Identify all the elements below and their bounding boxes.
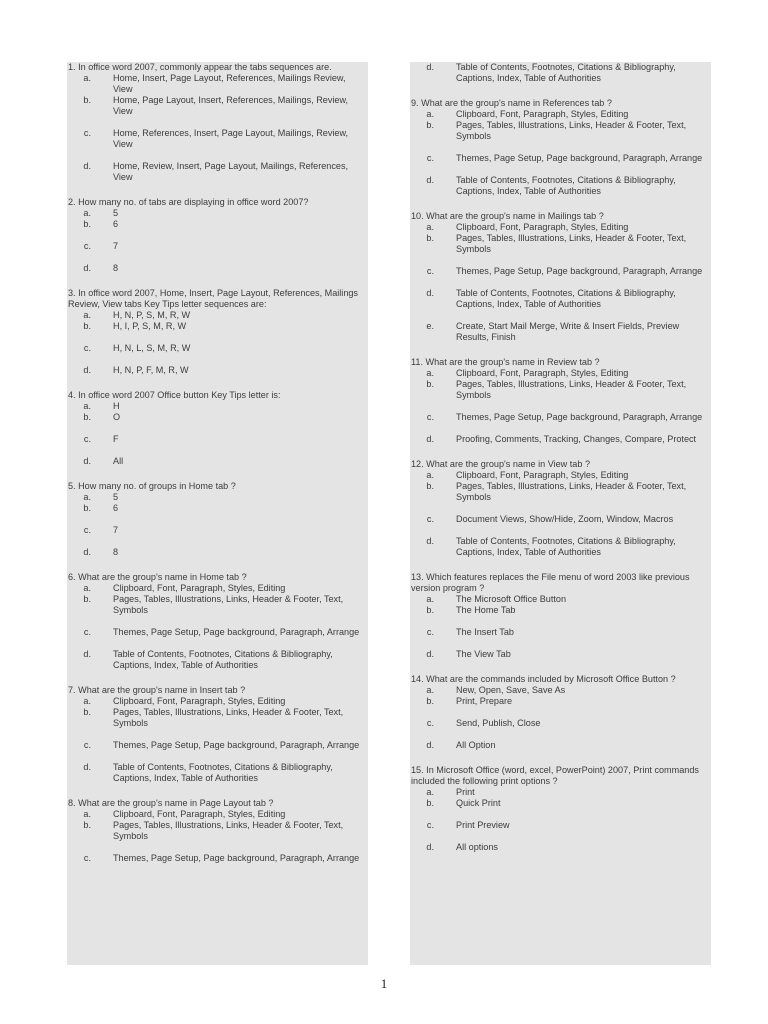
option-b: b. Pages, Tables, Illustrations, Links, Header & Footer, Text, Symbols [426,233,687,254]
option-a: a. Clipboard, Font, Paragraph, Styles, Editing [83,809,286,819]
option-b: b. Pages, Tables, Illustrations, Links, Header & Footer, Text, Symbols [426,120,687,141]
question-stem: 15. In Microsoft Office (word, excel, PowerPoint) 2007, Print commands included the following print options ? [411,765,699,786]
option-d: d. 8 [83,263,119,273]
question-12 [410,459,711,558]
question-13 [410,572,711,660]
option-c: c. Themes, Page Setup, Page background, Paragraph, Arrange [426,153,703,163]
option-a: a. Clipboard, Font, Paragraph, Styles, Editing [83,583,286,593]
question-stem: 8. What are the group's name in Page Layout tab ? [68,798,274,808]
question-11 [410,357,711,445]
option-b: b. Pages, Tables, Illustrations, Links, Header & Footer, Text, Symbols [426,379,687,400]
option-e: e. Create, Start Mail Merge, Write & Insert Fields, Preview Results, Finish [426,321,680,342]
option-a: a. New, Open, Save, Save As [426,685,566,695]
option-d: d. Table of Contents, Footnotes, Citations & Bibliography, Captions, Index, Table of Authorities [426,62,676,83]
question-stem: 9. What are the group's name in References tab ? [411,98,612,108]
option-a: a. Print [426,787,475,797]
option-b: b. 6 [83,219,119,229]
left-column [67,62,368,965]
option-d: d. Table of Contents, Footnotes, Citations & Bibliography, Captions, Index, Table of Authorities [426,175,676,196]
option-a: a. Home, Insert, Page Layout, References, Mailings Review, View [83,73,346,94]
question-stem: 5. How many no. of groups in Home tab ? [68,481,236,491]
question-14 [410,674,711,751]
option-d: d. Table of Contents, Footnotes, Citations & Bibliography, Captions, Index, Table of Authorities [426,536,676,557]
option-d: d. All [83,456,124,466]
question-5 [67,481,368,558]
option-a: a. H [83,401,120,411]
option-d: d. All options [426,842,498,852]
option-b: b. The Home Tab [426,605,516,615]
option-a: a. Clipboard, Font, Paragraph, Styles, Editing [426,470,629,480]
option-b: b. Home, Page Layout, Insert, References, Mailings, Review, View [83,95,349,116]
option-c: c. F [83,434,119,444]
option-a: a. The Microsoft Office Button [426,594,567,604]
question-8 [67,798,368,864]
option-c: c. 7 [83,241,119,251]
question-stem: 7. What are the group's name in Insert tab ? [68,685,246,695]
question-8-continued [410,62,711,84]
option-a: a. H, N, P, S, M, R, W [83,310,191,320]
option-d: d. The View Tab [426,649,511,659]
option-c: c. Home, References, Insert, Page Layout, Mailings, Review, View [83,128,349,149]
question-stem: 2. How many no. of tabs are displaying in office word 2007? [68,197,309,207]
option-c: c. Document Views, Show/Hide, Zoom, Window, Macros [426,514,674,524]
question-7 [67,685,368,784]
question-15 [410,765,711,853]
option-c: c. 7 [83,525,119,535]
question-6 [67,572,368,671]
option-d: d. 8 [83,547,119,557]
question-4 [67,390,368,467]
option-d: d. All Option [426,740,496,750]
option-d: d. Table of Contents, Footnotes, Citations & Bibliography, Captions, Index, Table of Authorities [83,649,333,670]
option-c: c. Themes, Page Setup, Page background, Paragraph, Arrange [426,266,703,276]
option-c: c. Print Preview [426,820,510,830]
question-stem: 4. In office word 2007 Office button Key Tips letter is: [68,390,281,400]
option-a: a. Clipboard, Font, Paragraph, Styles, Editing [426,109,629,119]
option-c: c. H, N, L, S, M, R, W [83,343,191,353]
option-c: c. Themes, Page Setup, Page background, Paragraph, Arrange [83,853,360,863]
option-c: c. The Insert Tab [426,627,514,637]
option-a: a. Clipboard, Font, Paragraph, Styles, Editing [83,696,286,706]
question-stem: 10. What are the group's name in Mailings tab ? [411,211,604,221]
option-c: c. Send, Publish, Close [426,718,541,728]
option-a: a. Clipboard, Font, Paragraph, Styles, Editing [426,368,629,378]
right-column [410,62,711,965]
option-a: a. 5 [83,492,119,502]
question-stem: 12. What are the group's name in View tab ? [411,459,591,469]
option-d: d. Proofing, Comments, Tracking, Changes, Compare, Protect [426,434,697,444]
page-number: 1 [380,976,388,991]
option-a: a. Clipboard, Font, Paragraph, Styles, Editing [426,222,629,232]
question-3 [67,288,368,376]
question-stem: 6. What are the group's name in Home tab ? [68,572,247,582]
option-b: b. Pages, Tables, Illustrations, Links, Header & Footer, Text, Symbols [83,707,344,728]
question-2 [67,197,368,274]
option-a: a. 5 [83,208,119,218]
option-d: d. Table of Contents, Footnotes, Citations & Bibliography, Captions, Index, Table of Authorities [426,288,676,309]
option-b: b. Pages, Tables, Illustrations, Links, Header & Footer, Text, Symbols [83,594,344,615]
question-stem: 14. What are the commands included by Microsoft Office Button ? [411,674,676,684]
option-b: b. Quick Print [426,798,501,808]
option-b: b. 6 [83,503,119,513]
option-b: b. Print, Prepare [426,696,513,706]
option-c: c. Themes, Page Setup, Page background, Paragraph, Arrange [83,627,360,637]
option-d: d. Table of Contents, Footnotes, Citations & Bibliography, Captions, Index, Table of Authorities [83,762,333,783]
option-b: b. Pages, Tables, Illustrations, Links, Header & Footer, Text, Symbols [83,820,344,841]
option-c: c. Themes, Page Setup, Page background, Paragraph, Arrange [426,412,703,422]
question-1 [67,62,368,183]
question-stem: 3. In office word 2007, Home, Insert, Page Layout, References, Mailings Review, View tabs Key Tips letter sequences are: [68,288,358,309]
question-10 [410,211,711,343]
option-d: d. H, N, P, F, M, R, W [83,365,189,375]
option-b: b. O [83,412,121,422]
question-stem: 13. Which features replaces the File menu of word 2003 like previous version program ? [411,572,690,593]
question-stem: 11. What are the group's name in Review tab ? [411,357,600,367]
question-9 [410,98,711,197]
option-c: c. Themes, Page Setup, Page background, Paragraph, Arrange [83,740,360,750]
question-stem: 1. In office word 2007, commonly appear the tabs sequences are. [68,62,332,72]
option-b: b. H, I, P, S, M, R, W [83,321,187,331]
option-b: b. Pages, Tables, Illustrations, Links, Header & Footer, Text, Symbols [426,481,687,502]
option-d: d. Home, Review, Insert, Page Layout, Mailings, References, View [83,161,349,182]
